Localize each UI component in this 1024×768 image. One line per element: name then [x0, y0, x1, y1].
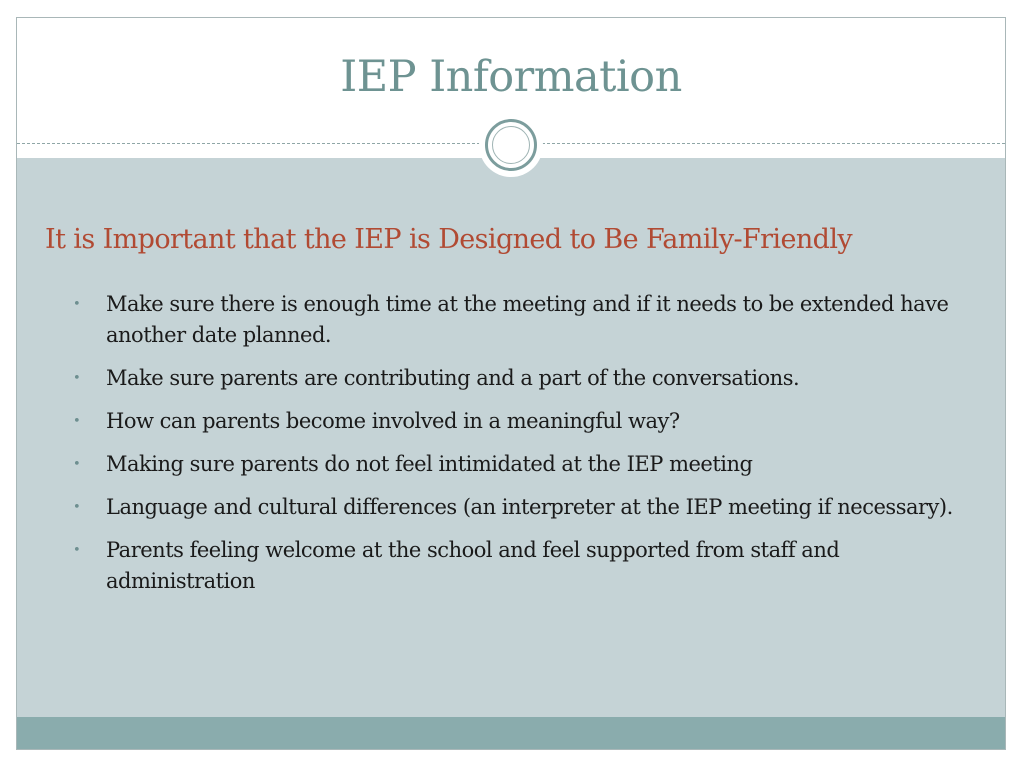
bullet-item — [73, 363, 973, 394]
bullet-item — [73, 406, 973, 437]
bullet-text: Make sure there is enough time at the meeting and if it needs to be extended have another date planned. — [106, 292, 949, 347]
slide-subtitle: It is Important that the IEP is Designed to Be Family-Friendly — [45, 224, 853, 255]
bullet-icon: • — [73, 543, 81, 558]
bullet-text: How can parents become involved in a meaningful way? — [106, 409, 680, 433]
bullet-icon: • — [73, 457, 81, 472]
bullet-item — [73, 449, 973, 480]
bullet-list — [73, 289, 973, 609]
circle-ornament-inner — [492, 126, 530, 164]
bullet-icon: • — [73, 414, 81, 429]
bullet-text: Language and cultural differences (an interpreter at the IEP meeting if necessary). — [106, 495, 953, 519]
bullet-item — [73, 535, 973, 597]
bullet-item — [73, 289, 973, 351]
bullet-icon: • — [73, 297, 81, 312]
bullet-item — [73, 492, 973, 523]
bullet-icon: • — [73, 500, 81, 515]
slide-title: IEP Information — [340, 52, 682, 102]
bullet-text: Make sure parents are contributing and a part of the conversations. — [106, 366, 800, 390]
bullet-icon: • — [73, 371, 81, 386]
footer-band — [17, 717, 1005, 750]
bullet-text: Making sure parents do not feel intimidated at the IEP meeting — [106, 452, 753, 476]
slide — [16, 17, 1006, 750]
bullet-text: Parents feeling welcome at the school and feel supported from staff and administration — [106, 538, 840, 593]
